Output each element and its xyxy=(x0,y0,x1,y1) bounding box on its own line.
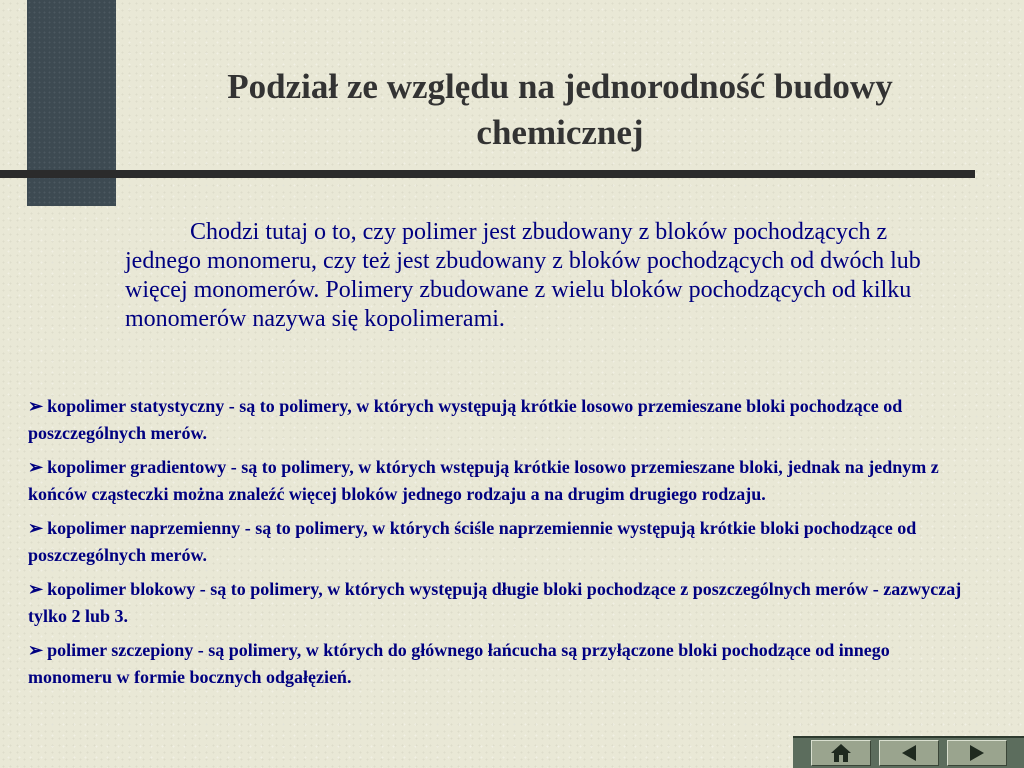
arrow-bullet-icon: ➢ xyxy=(28,518,44,538)
arrow-bullet-icon: ➢ xyxy=(28,396,44,416)
arrow-bullet-icon: ➢ xyxy=(28,640,44,660)
next-triangle-icon xyxy=(968,744,986,762)
bullet-text: kopolimer naprzemienny - są to polimery, w których ściśle naprzemiennie występują krótkie bloki pochodzące od poszczególnych merów. xyxy=(28,518,917,565)
next-slide-button[interactable] xyxy=(947,740,1007,766)
previous-slide-button[interactable] xyxy=(879,740,939,766)
bullet-text: kopolimer blokowy - są to polimery, w których występują długie bloki pochodzące z poszczególnych merów - zazwyczaj tylko 2 lub 3. xyxy=(28,579,962,626)
bullet-text: kopolimer statystyczny - są to polimery, w których występują krótkie losowo przemieszane bloki pochodzące od poszczególnych merów. xyxy=(28,396,903,443)
previous-triangle-icon xyxy=(900,744,918,762)
bullet-text: polimer szczepiony - są polimery, w których do głównego łańcucha są przyłączone bloki pochodzące od innego monomeru w formie bocznych odgałęzień. xyxy=(28,640,890,687)
bullet-item xyxy=(28,637,978,691)
arrow-bullet-icon: ➢ xyxy=(28,457,44,477)
slide-navigation-bar xyxy=(793,736,1024,768)
bullet-item xyxy=(28,576,978,630)
arrow-bullet-icon: ➢ xyxy=(28,579,44,599)
bullet-text: kopolimer gradientowy - są to polimery, w których wstępują krótkie losowo przemieszane bloki, jednak na jednym z końców cząsteczki można znaleźć więcej bloków jednego rodzaju a na drugim drugiego rodzaju. xyxy=(28,457,939,504)
bullet-item xyxy=(28,454,978,508)
intro-paragraph: Chodzi tutaj o to, czy polimer jest zbudowany z bloków pochodzących z jednego monomeru, czy też jest zbudowany z bloków pochodzących od dwóch lub więcej monomerów. Polimery zbudowane z wielu bloków pochodzących od kilku monomerów nazywa się kopolimerami. xyxy=(125,219,921,332)
home-button[interactable] xyxy=(811,740,871,766)
slide-title: Podział ze względu na jednorodność budowy chemicznej xyxy=(227,67,893,152)
bullet-item xyxy=(28,393,978,447)
bullet-list xyxy=(28,393,978,698)
bullet-item xyxy=(28,515,978,569)
home-icon xyxy=(830,743,852,763)
title-divider-line xyxy=(0,170,975,178)
